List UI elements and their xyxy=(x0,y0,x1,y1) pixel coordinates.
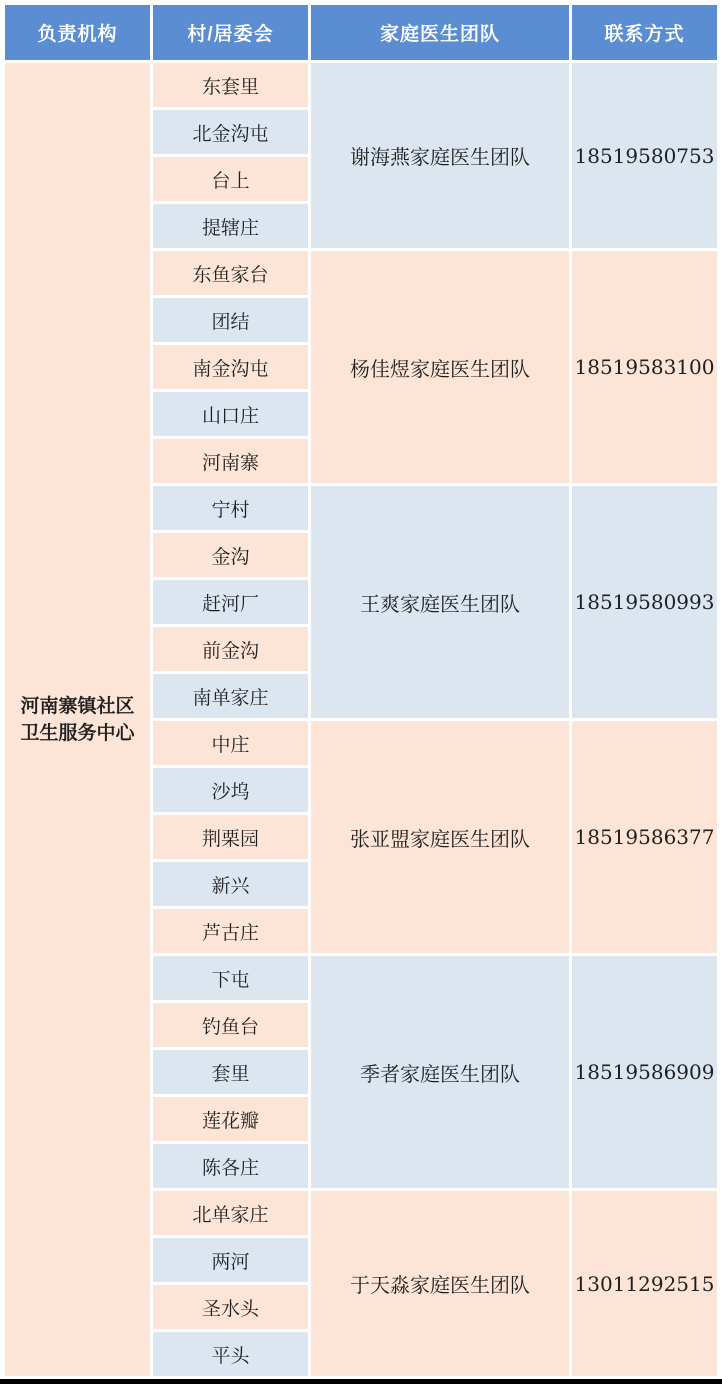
phone-cell: 18519580753 xyxy=(572,63,717,248)
village-cell: 芦古庄 xyxy=(153,909,308,953)
village-cell: 宁村 xyxy=(153,486,308,530)
village-cell: 台上 xyxy=(153,157,308,201)
village-cell: 东鱼家台 xyxy=(153,251,308,295)
village-cell: 荆栗园 xyxy=(153,815,308,859)
team-cell: 王爽家庭医生团队 xyxy=(311,486,569,718)
header-cell-village-committee: 村/居委会 xyxy=(153,5,308,60)
team-cell: 杨佳煜家庭医生团队 xyxy=(311,251,569,483)
phone-cell: 18519586909 xyxy=(572,956,717,1188)
phone-cell: 18519583100 xyxy=(572,251,717,483)
team-cell: 季者家庭医生团队 xyxy=(311,956,569,1188)
phone-cell: 18519580993 xyxy=(572,486,717,718)
header-cell-doctor-team: 家庭医生团队 xyxy=(311,5,569,60)
bottom-rule xyxy=(0,1379,722,1384)
village-cell: 新兴 xyxy=(153,862,308,906)
team-cell: 谢海燕家庭医生团队 xyxy=(311,63,569,248)
village-cell: 圣水头 xyxy=(153,1285,308,1329)
header-cell-responsible-org: 负责机构 xyxy=(5,5,150,60)
village-cell: 赶河厂 xyxy=(153,580,308,624)
village-cell: 沙坞 xyxy=(153,768,308,812)
village-cell: 南金沟屯 xyxy=(153,345,308,389)
village-cell: 北单家庄 xyxy=(153,1191,308,1235)
village-cell: 金沟 xyxy=(153,533,308,577)
team-cell: 张亚盟家庭医生团队 xyxy=(311,721,569,953)
village-cell: 下屯 xyxy=(153,956,308,1000)
village-cell: 套里 xyxy=(153,1050,308,1094)
village-cell: 中庄 xyxy=(153,721,308,765)
village-cell: 南单家庄 xyxy=(153,674,308,718)
phone-cell: 18519586377 xyxy=(572,721,717,953)
village-cell: 两河 xyxy=(153,1238,308,1282)
org-cell: 河南寨镇社区卫生服务中心 xyxy=(5,63,150,1376)
village-cell: 平头 xyxy=(153,1332,308,1376)
team-cell: 于天淼家庭医生团队 xyxy=(311,1191,569,1376)
header-cell-contact: 联系方式 xyxy=(572,5,717,60)
village-cell: 北金沟屯 xyxy=(153,110,308,154)
village-cell: 山口庄 xyxy=(153,392,308,436)
village-cell: 钓鱼台 xyxy=(153,1003,308,1047)
village-cell: 东套里 xyxy=(153,63,308,107)
family-doctor-contact-table xyxy=(5,5,717,1376)
phone-cell: 13011292515 xyxy=(572,1191,717,1376)
village-cell: 团结 xyxy=(153,298,308,342)
village-cell: 前金沟 xyxy=(153,627,308,671)
village-cell: 陈各庄 xyxy=(153,1144,308,1188)
village-cell: 河南寨 xyxy=(153,439,308,483)
village-cell: 莲花瓣 xyxy=(153,1097,308,1141)
village-cell: 提辖庄 xyxy=(153,204,308,248)
